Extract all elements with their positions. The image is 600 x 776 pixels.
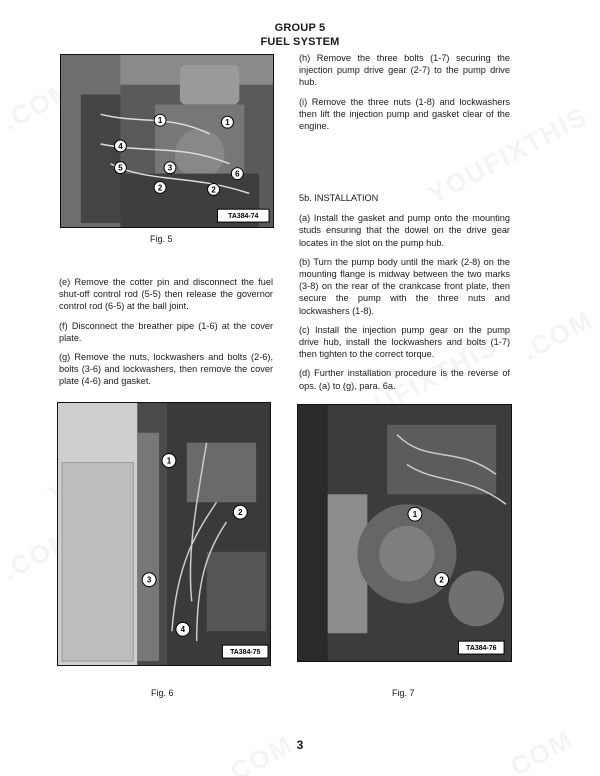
fig6-callout-3: 3 xyxy=(146,575,152,585)
fig5-callout-3: 3 xyxy=(167,163,173,173)
group-title: GROUP 5 xyxy=(274,22,326,34)
step-f: (f) Disconnect the breather pipe (1-6) at the cover plate. xyxy=(59,320,273,343)
step-e: (e) Remove the cotter pin and disconnect the fuel shut-off control rod (5-5) then release the governor control rod (6-5) at the ball joint. xyxy=(59,277,273,312)
fig5-callout-5: 5 xyxy=(118,163,123,173)
fig5-callout-1b: 1 xyxy=(225,118,230,128)
page-number: 3 xyxy=(296,738,304,752)
fig7-photo xyxy=(297,404,512,662)
left-column xyxy=(59,276,273,395)
fig5-photo xyxy=(60,54,274,228)
fig6-callout-4: 4 xyxy=(180,625,186,635)
fig6-callout-2: 2 xyxy=(238,508,243,518)
right-column-install xyxy=(299,192,510,399)
fig6-tag: TA384-75 xyxy=(230,649,261,657)
fig7-callout-1: 1 xyxy=(412,510,418,520)
fig5-callout-4: 4 xyxy=(118,141,123,151)
watermark xyxy=(517,304,599,367)
fig6-photo xyxy=(57,402,271,666)
step-d: (d) Further installation procedure is the reverse of ops. (a) to (g), para. 6a. xyxy=(299,368,510,391)
step-c: (c) Install the injection pump gear on the pump drive hub, install the lockwashers and bolts (1-7) then tighten to the correct torque. xyxy=(299,324,510,360)
installation-heading: 5b. INSTALLATION xyxy=(299,193,379,203)
watermark xyxy=(217,729,299,776)
fig5-callout-2a: 2 xyxy=(157,183,163,193)
fig6-callout-1: 1 xyxy=(166,456,172,466)
step-b: (b) Turn the pump body until the mark (2-8) on the mounting flange is midway between the two marks (3-8) on the rear of the crankcase front plate, then secure the pump with the three nuts and lockwashers (1-8). xyxy=(299,256,510,316)
fig5-callout-2b: 2 xyxy=(211,185,216,195)
fig5-callout-1a: 1 xyxy=(157,116,163,126)
fig7-caption: Fig. 7 xyxy=(392,688,415,698)
fig5-callout-6: 6 xyxy=(235,169,240,179)
fig5-tag: TA384-74 xyxy=(228,213,259,221)
fig6-caption: Fig. 6 xyxy=(151,688,174,698)
fig7-tag: TA384-76 xyxy=(466,645,497,653)
step-g: (g) Remove the nuts, lockwashers and bolts (2-6), bolts (3-6) and lockwashers, then remove the cover plate (4-6) and gasket. xyxy=(59,352,273,387)
section-title: FUEL SYSTEM xyxy=(260,36,340,48)
step-h: (h) Remove the three bolts (1-7) securing the injection pump drive gear (2-7) to the pump drive hub. xyxy=(299,53,510,88)
step-i: (i) Remove the three nuts (1-8) and lockwashers then lift the injection pump and gasket clear of the engine. xyxy=(299,96,510,132)
right-column-top xyxy=(299,52,510,139)
step-a: (a) Install the gasket and pump onto the mounting studs ensuring that the dowel on the drive gear locates in the slot on the pump hub. xyxy=(299,213,510,248)
fig5-caption: Fig. 5 xyxy=(150,234,173,244)
fig7-callout-2: 2 xyxy=(439,575,444,585)
